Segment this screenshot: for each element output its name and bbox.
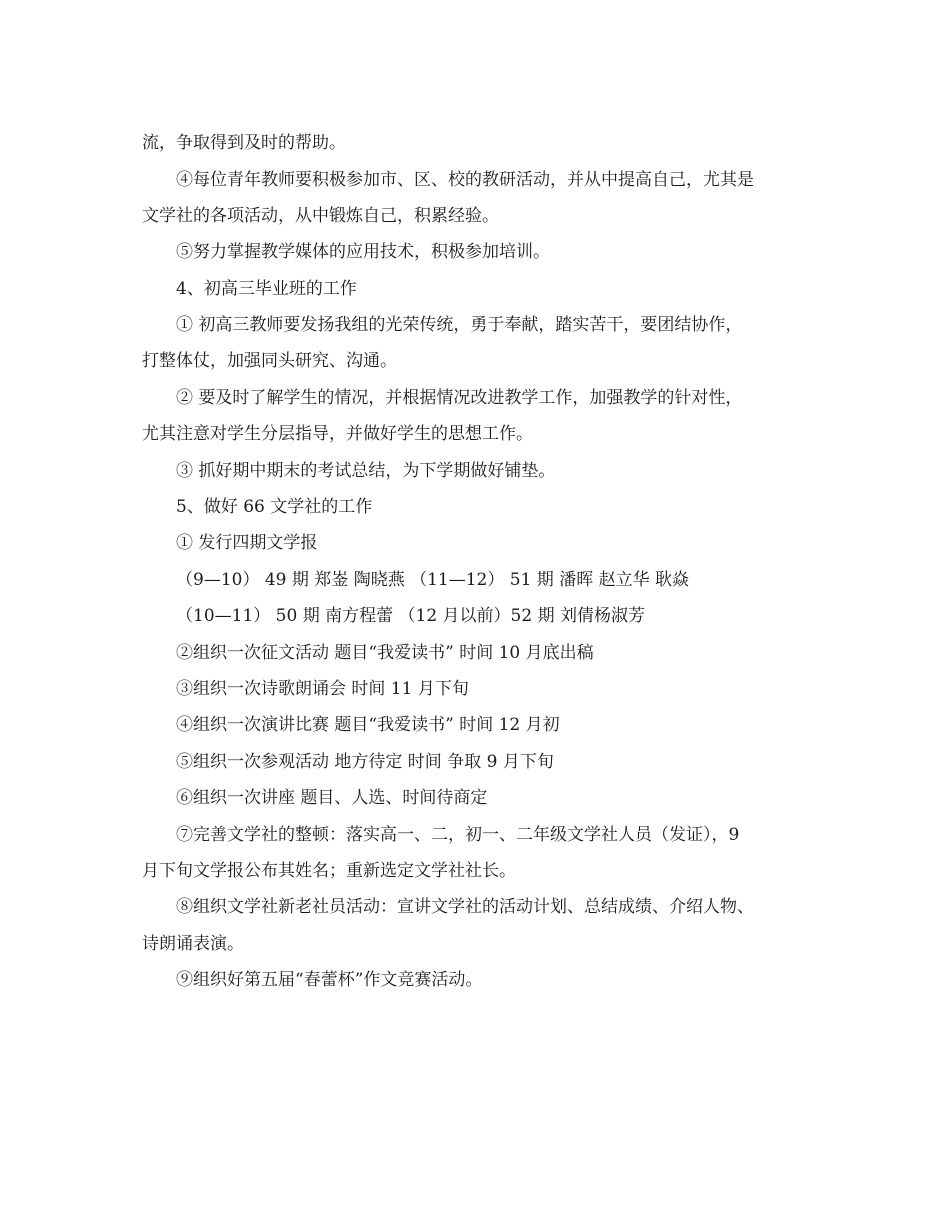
- text-line: ⑤组织一次参观活动 地方待定 时间 争取 9 月下旬: [176, 752, 554, 772]
- text-line: ④每位青年教师要积极参加市、区、校的教研活动，并从中提高自己，尤其是: [176, 170, 754, 190]
- section-heading: 4、初高三毕业班的工作: [176, 279, 357, 299]
- text-line: ⑨组织好第五届“春蕾杯”作文竞赛活动。: [176, 970, 483, 990]
- text-line: ③ 抓好期中期末的考试总结，为下学期做好铺垫。: [176, 461, 556, 481]
- text-line: 流，争取得到及时的帮助。: [142, 133, 346, 153]
- text-line: ②组织一次征文活动 题目“我爱读书” 时间 10 月底出稿: [176, 643, 594, 663]
- text-line: （10—11） 50 期 南方程蕾 （12 月以前）52 期 刘倩杨淑芳: [176, 606, 645, 626]
- section-heading: 5、做好 66 文学社的工作: [176, 497, 373, 517]
- text-line: ⑦完善文学社的整顿：落实高一、二，初一、二年级文学社人员（发证），9: [176, 825, 740, 845]
- text-line: ⑧组织文学社新老社员活动：宣讲文学社的活动计划、总结成绩、介绍人物、: [176, 897, 754, 917]
- text-line: ① 发行四期文学报: [176, 533, 318, 553]
- text-line: 尤其注意对学生分层指导，并做好学生的思想工作。: [142, 424, 533, 444]
- text-line: ② 要及时了解学生的情况，并根据情况改进教学工作，加强教学的针对性，: [176, 388, 743, 408]
- text-line: ③组织一次诗歌朗诵会 时间 11 月下旬: [176, 679, 469, 699]
- text-line: 诗朗诵表演。: [142, 934, 244, 954]
- text-line: ⑥组织一次讲座 题目、人选、时间待商定: [176, 788, 488, 808]
- text-line: ④组织一次演讲比赛 题目“我爱读书” 时间 12 月初: [176, 715, 560, 735]
- text-line: ⑤努力掌握教学媒体的应用技术，积极参加培训。: [176, 242, 550, 262]
- text-line: ① 初高三教师要发扬我组的光荣传统，勇于奉献，踏实苦干，要团结协作，: [176, 315, 743, 335]
- text-line: 月下旬文学报公布其姓名；重新选定文学社社长。: [142, 861, 516, 881]
- text-line: 文学社的各项活动，从中锻炼自己，积累经验。: [142, 206, 499, 226]
- text-line: （9—10） 49 期 郑崟 陶晓燕 （11—12） 51 期 潘晖 赵立华 耿焱: [176, 570, 690, 590]
- text-line: 打整体仗，加强同头研究、沟通。: [142, 351, 397, 371]
